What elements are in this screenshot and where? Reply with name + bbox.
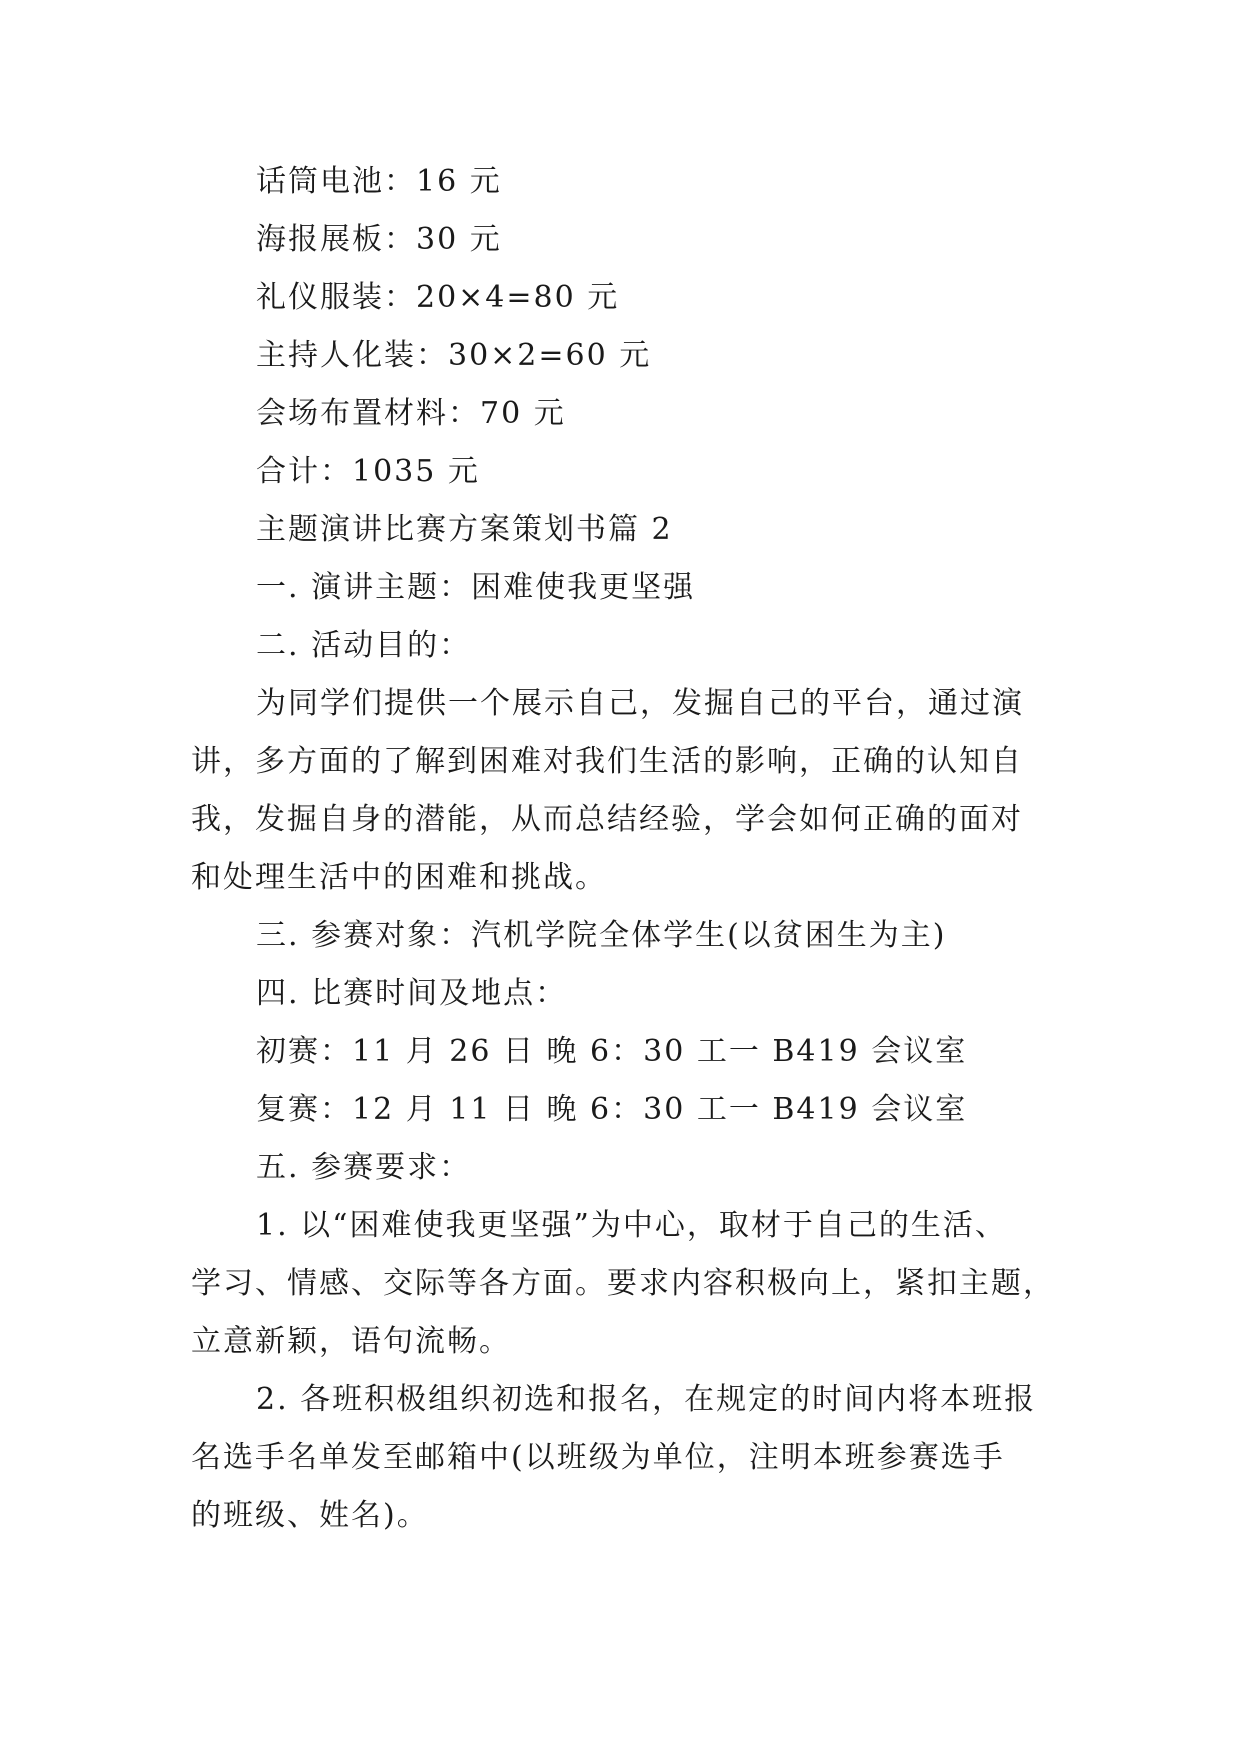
theme-heading: 一. 演讲主题：困难使我更坚强 <box>256 570 696 605</box>
paragraph-line: 的班级、姓名)。 <box>191 1498 429 1533</box>
purpose-heading: 二. 活动目的： <box>256 628 472 663</box>
budget-item-host-makeup: 主持人化装：30×2=60 元 <box>256 338 652 373</box>
paragraph-line: 我，发掘自身的潜能，从而总结经验，学会如何正确的面对 <box>191 802 1023 837</box>
requirement-2-paragraph <box>191 1371 1051 1545</box>
paragraph-line: 为同学们提供一个展示自己，发掘自己的平台，通过演 <box>256 686 1024 721</box>
budget-item-poster: 海报展板：30 元 <box>256 222 502 257</box>
paragraph-line: 名选手名单发至邮箱中(以班级为单位，注明本班参赛选手 <box>191 1440 1005 1475</box>
paragraph-line: 和处理生活中的困难和挑战。 <box>191 860 607 895</box>
time-place-heading: 四. 比赛时间及地点： <box>256 976 568 1011</box>
paragraph-line: 1. 以“困难使我更坚强”为中心，取材于自己的生活、 <box>256 1208 1007 1243</box>
paragraph-line: 学习、情感、交际等各方面。要求内容积极向上，紧扣主题， <box>191 1266 1055 1301</box>
paragraph-line: 立意新颖，语句流畅。 <box>191 1324 511 1359</box>
requirements-heading: 五. 参赛要求： <box>256 1150 472 1185</box>
section-title: 主题演讲比赛方案策划书篇 2 <box>256 512 673 547</box>
budget-item-venue-materials: 会场布置材料：70 元 <box>256 396 566 431</box>
budget-item-etiquette-clothing: 礼仪服装：20×4=80 元 <box>256 280 620 315</box>
final-round: 复赛：12 月 11 日 晚 6：30 工一 B419 会议室 <box>256 1092 968 1127</box>
participants-line: 三. 参赛对象：汽机学院全体学生(以贫困生为主) <box>256 918 947 953</box>
requirement-1-paragraph <box>191 1197 1055 1371</box>
budget-item-battery: 话筒电池：16 元 <box>256 164 502 199</box>
paragraph-line: 2. 各班积极组织初选和报名，在规定的时间内将本班报 <box>256 1382 1037 1417</box>
purpose-paragraph <box>191 675 1051 907</box>
document-body <box>191 153 1055 1545</box>
paragraph-line: 讲，多方面的了解到困难对我们生活的影响，正确的认知自 <box>191 744 1023 779</box>
budget-total: 合计：1035 元 <box>256 454 480 489</box>
preliminary-round: 初赛：11 月 26 日 晚 6：30 工一 B419 会议室 <box>256 1034 968 1069</box>
